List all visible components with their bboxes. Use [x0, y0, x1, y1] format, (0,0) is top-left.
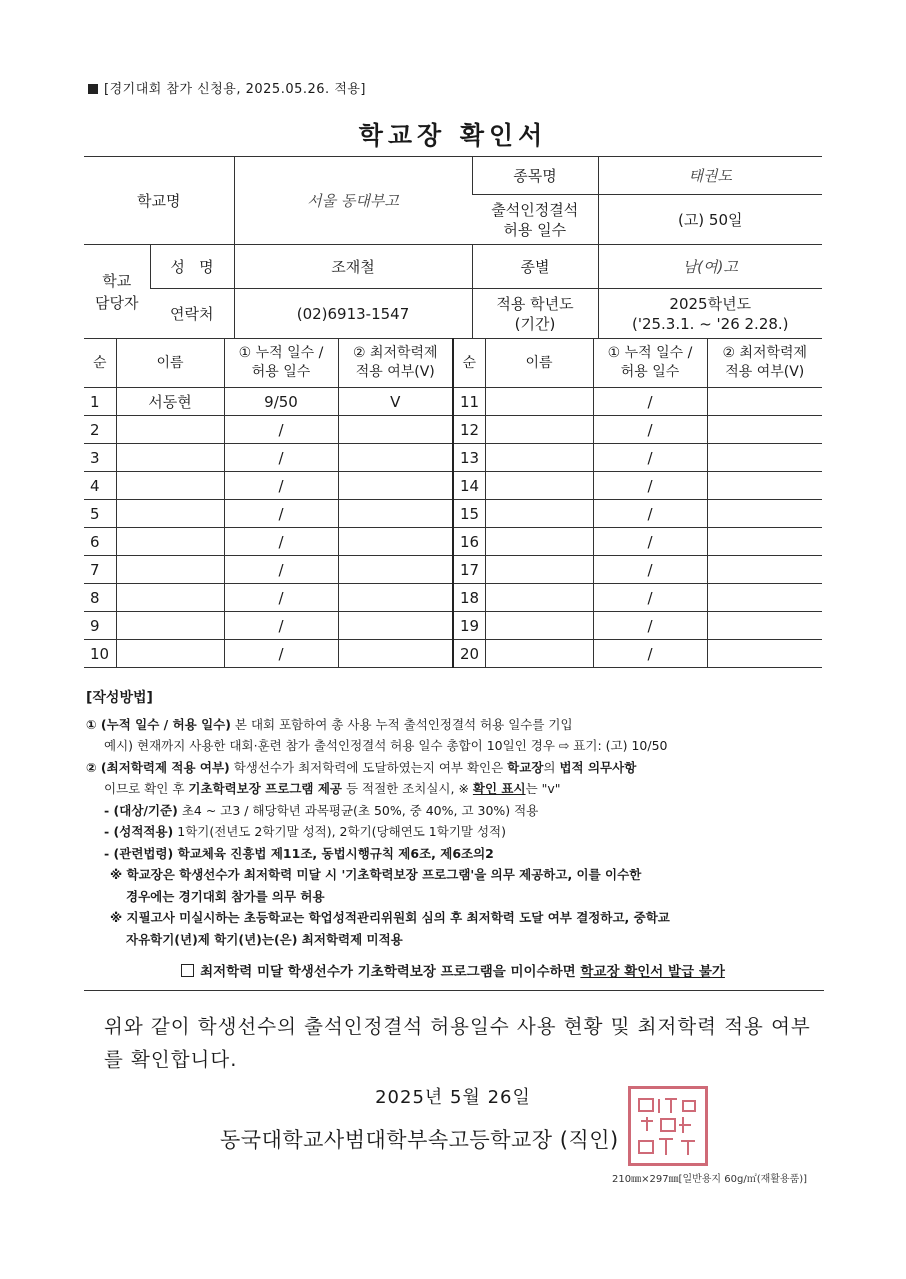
- item1-head: ① (누적 일수 / 허용 일수): [86, 716, 231, 732]
- dash2-text: 1학기(전년도 2학기말 성적), 2학기(당해연도 1학기말 성적): [173, 824, 506, 839]
- table-row: [84, 584, 822, 612]
- sport-label: 종목명: [472, 157, 598, 195]
- col-min-left-line2: 적용 여부(V): [355, 364, 435, 380]
- year-label-line1: 적용 학년도: [496, 294, 574, 313]
- table-header-row: [84, 339, 822, 388]
- min-academic-check: [707, 612, 822, 640]
- col-min-left: [338, 339, 453, 388]
- year-value-line2: ('25.3.1. ~ '26 2.28.): [631, 314, 789, 333]
- col-days-right-line1: ① 누적 일수 /: [607, 345, 693, 361]
- year-label-line2: (기간): [514, 314, 556, 333]
- row-number: 12: [453, 416, 485, 444]
- col-days-left-line2: 허용 일수: [251, 364, 311, 380]
- table-row: [84, 612, 822, 640]
- col-min-right: [707, 339, 822, 388]
- square-bullet-icon: [88, 84, 98, 94]
- form-header-text: [경기대회 참가 신청용, 2025.05.26. 적용]: [104, 82, 367, 97]
- athlete-name: [116, 500, 224, 528]
- dash1-text: 초4 ~ 고3 / 해당학년 과목평균(초 50%, 중 40%, 고 30%) 적용: [177, 802, 539, 818]
- item2-line2-mark: 확인 표시: [472, 781, 526, 796]
- absence-value: (고) 50일: [598, 195, 822, 245]
- year-label: [472, 289, 598, 339]
- school-value: 서울 동대부고: [234, 157, 472, 245]
- athlete-name: [485, 500, 593, 528]
- table-row: [84, 556, 822, 584]
- athlete-name: [485, 416, 593, 444]
- divider: [84, 990, 824, 991]
- dash3-head: - (관련법령): [104, 845, 174, 861]
- col-days-right-line2: 허용 일수: [620, 364, 680, 380]
- principal-signature: 동국대학교사범대학부속고등학교장 (직인): [220, 1128, 619, 1152]
- athlete-name: [116, 556, 224, 584]
- min-academic-check: V: [338, 388, 453, 416]
- athlete-table: [84, 338, 822, 668]
- athlete-name: [485, 556, 593, 584]
- row-number: 3: [84, 444, 116, 472]
- min-academic-check: [338, 500, 453, 528]
- athlete-name: [116, 444, 224, 472]
- note-1-line1: ※ 학교장은 학생선수가 최저학력 미달 시 '기초학력보장 프로그램'을 의무 제공하고, 이를 이수한: [110, 867, 642, 882]
- min-academic-check: [707, 444, 822, 472]
- days-count: /: [593, 472, 707, 500]
- days-count: /: [593, 556, 707, 584]
- final-note-text: 최저학력 미달 학생선수가 기초학력보장 프로그램을 미이수하면: [200, 964, 581, 980]
- athlete-name: [116, 612, 224, 640]
- col-days-left: [224, 339, 338, 388]
- days-count: /: [224, 640, 338, 668]
- item2-bold-b: 법적 의무사항: [559, 759, 637, 775]
- athlete-name: [485, 612, 593, 640]
- days-count: /: [224, 584, 338, 612]
- athlete-name: [485, 388, 593, 416]
- final-note-emphasis: 학교장 확인서 발급 불가: [580, 964, 725, 980]
- min-academic-check: [707, 556, 822, 584]
- days-count: /: [593, 584, 707, 612]
- contact-value: (02)6913-1547: [234, 289, 472, 339]
- min-academic-check: [338, 472, 453, 500]
- confirmation-statement: 위와 같이 학생선수의 출석인정결석 허용일수 사용 현황 및 최저학력 적용 여부를 확인합니다.: [104, 1015, 811, 1071]
- row-number: 14: [453, 472, 485, 500]
- instructions-title: [작성방법]: [86, 690, 153, 706]
- dash-item-grades: [86, 821, 826, 843]
- row-number: 4: [84, 472, 116, 500]
- item2-bold-a: 학교장: [507, 759, 544, 775]
- item1-text: 본 대회 포함하여 총 사용 누적 출석인정결석 허용 일수를 기입: [230, 716, 573, 732]
- row-number: 19: [453, 612, 485, 640]
- min-academic-check: [707, 472, 822, 500]
- athlete-name: [116, 472, 224, 500]
- col-name-right: 이름: [485, 339, 593, 388]
- col-no-left: 순: [84, 339, 116, 388]
- item2-text-b: 의: [543, 759, 560, 775]
- dash3-text: 학교체육 진흥법 제11조, 동법시행규칙 제6조, 제6조의2: [173, 845, 494, 861]
- item2-line2-b: 등 적절한 조치실시, ※: [341, 781, 473, 796]
- instruction-item-1: [86, 714, 826, 736]
- manager-label-line1: 학교: [102, 271, 132, 290]
- instruction-item-2: [86, 757, 826, 779]
- school-label: 학교명: [84, 157, 234, 245]
- row-number: 20: [453, 640, 485, 668]
- min-academic-check: [707, 416, 822, 444]
- dash-item-law: [86, 843, 826, 865]
- days-count: 9/50: [224, 388, 338, 416]
- athlete-name: [485, 472, 593, 500]
- athlete-name: [116, 528, 224, 556]
- row-number: 8: [84, 584, 116, 612]
- min-academic-check: [338, 640, 453, 668]
- days-count: /: [593, 444, 707, 472]
- min-academic-check: [338, 612, 453, 640]
- sport-value: 태권도: [598, 157, 822, 195]
- row-number: 10: [84, 640, 116, 668]
- row-number: 5: [84, 500, 116, 528]
- min-academic-check: [707, 640, 822, 668]
- note-1-line2: 경우에는 경기대회 참가를 의무 허용: [126, 888, 325, 904]
- days-count: /: [593, 528, 707, 556]
- instruction-item-2-line2: [86, 778, 826, 800]
- col-name-left: 이름: [116, 339, 224, 388]
- athlete-name: [116, 584, 224, 612]
- absence-label: [472, 195, 598, 245]
- athlete-name: [485, 528, 593, 556]
- min-academic-check: [707, 528, 822, 556]
- form-header: [88, 78, 366, 97]
- info-table: [84, 156, 822, 339]
- checkbox-arrow-icon: [181, 964, 194, 977]
- item2-line2-c: 는 "v": [525, 781, 561, 796]
- row-number: 18: [453, 584, 485, 612]
- min-academic-check: [338, 444, 453, 472]
- row-number: 9: [84, 612, 116, 640]
- dash2-head: - (성적적용): [104, 824, 174, 839]
- manager-label: [84, 245, 150, 339]
- row-number: 11: [453, 388, 485, 416]
- manager-label-line2: 담당자: [95, 293, 139, 312]
- athlete-name: [485, 444, 593, 472]
- days-count: /: [593, 416, 707, 444]
- min-academic-check: [707, 388, 822, 416]
- year-value: [598, 289, 822, 339]
- col-days-right: [593, 339, 707, 388]
- col-min-right-line1: ② 최저학력제: [722, 345, 808, 361]
- item2-text-a: 학생선수가 최저학력에 도달하였는지 여부 확인은: [229, 759, 508, 775]
- absence-label-line1: 출석인정결석: [491, 200, 579, 219]
- days-count: /: [224, 472, 338, 500]
- min-academic-check: [338, 584, 453, 612]
- instruction-item-1-example: 예시) 현재까지 사용한 대회·훈련 참가 출석인정결석 허용 일수 총합이 10일인 경우 ⇨ 표기: (고) 10/50: [104, 738, 668, 753]
- days-count: /: [593, 500, 707, 528]
- min-academic-check: [338, 416, 453, 444]
- athlete-name: [485, 584, 593, 612]
- final-note: [0, 960, 906, 980]
- dash-item-target: [86, 800, 826, 822]
- row-number: 17: [453, 556, 485, 584]
- table-row: [84, 500, 822, 528]
- days-count: /: [224, 556, 338, 584]
- days-count: /: [224, 612, 338, 640]
- days-count: /: [224, 416, 338, 444]
- row-number: 15: [453, 500, 485, 528]
- athlete-name: [485, 640, 593, 668]
- issue-date: 2025년 5월 26일: [375, 1087, 531, 1108]
- col-min-right-line2: 적용 여부(V): [725, 364, 805, 380]
- table-row: [84, 416, 822, 444]
- paper-spec: 210㎜×297㎜[일반용지 60g/㎡(재활용품)]: [612, 1174, 808, 1185]
- table-row: [84, 472, 822, 500]
- days-count: /: [593, 640, 707, 668]
- gender-label: 종별: [472, 245, 598, 289]
- absence-label-line2: 허용 일수: [503, 220, 567, 239]
- days-count: /: [593, 612, 707, 640]
- dash1-head: - (대상/기준): [104, 802, 178, 818]
- table-row: [84, 640, 822, 668]
- days-count: /: [224, 528, 338, 556]
- name-label: 성 명: [150, 245, 234, 289]
- athlete-name: 서동현: [116, 388, 224, 416]
- item2-line2-a: 이므로 확인 후: [104, 781, 189, 796]
- table-row: [84, 528, 822, 556]
- row-number: 7: [84, 556, 116, 584]
- row-number: 6: [84, 528, 116, 556]
- col-no-right: 순: [453, 339, 485, 388]
- row-number: 16: [453, 528, 485, 556]
- name-value: 조재철: [234, 245, 472, 289]
- gender-value: 남(여)고: [598, 245, 822, 289]
- row-number: 1: [84, 388, 116, 416]
- item2-head: ② (최저학력제 적용 여부): [86, 759, 230, 775]
- col-min-left-line1: ② 최저학력제: [352, 345, 438, 361]
- item2-line2-bold: 기초학력보장 프로그램 제공: [188, 781, 342, 796]
- note-2-line1: ※ 지필고사 미실시하는 초등학교는 학업성적관리위원회 심의 후 최저학력 도달 여부 결정하고, 중학교: [110, 910, 670, 925]
- min-academic-check: [707, 500, 822, 528]
- contact-label: 연락처: [150, 289, 234, 339]
- note-2-line2: 자유학기(년)제 학기(년)는(은) 최저학력제 미적용: [126, 931, 403, 947]
- min-academic-check: [707, 584, 822, 612]
- athlete-name: [116, 416, 224, 444]
- days-count: /: [593, 388, 707, 416]
- row-number: 2: [84, 416, 116, 444]
- page-title: 학교장 확인서: [358, 121, 548, 150]
- days-count: /: [224, 444, 338, 472]
- official-seal: [628, 1086, 708, 1166]
- row-number: 13: [453, 444, 485, 472]
- days-count: /: [224, 500, 338, 528]
- table-row: [84, 388, 822, 416]
- instructions: [86, 688, 826, 950]
- athlete-name: [116, 640, 224, 668]
- year-value-line1: 2025학년도: [669, 294, 752, 313]
- table-row: [84, 444, 822, 472]
- min-academic-check: [338, 528, 453, 556]
- col-days-left-line1: ① 누적 일수 /: [238, 345, 324, 361]
- seal-mark-icon: [631, 1089, 705, 1163]
- min-academic-check: [338, 556, 453, 584]
